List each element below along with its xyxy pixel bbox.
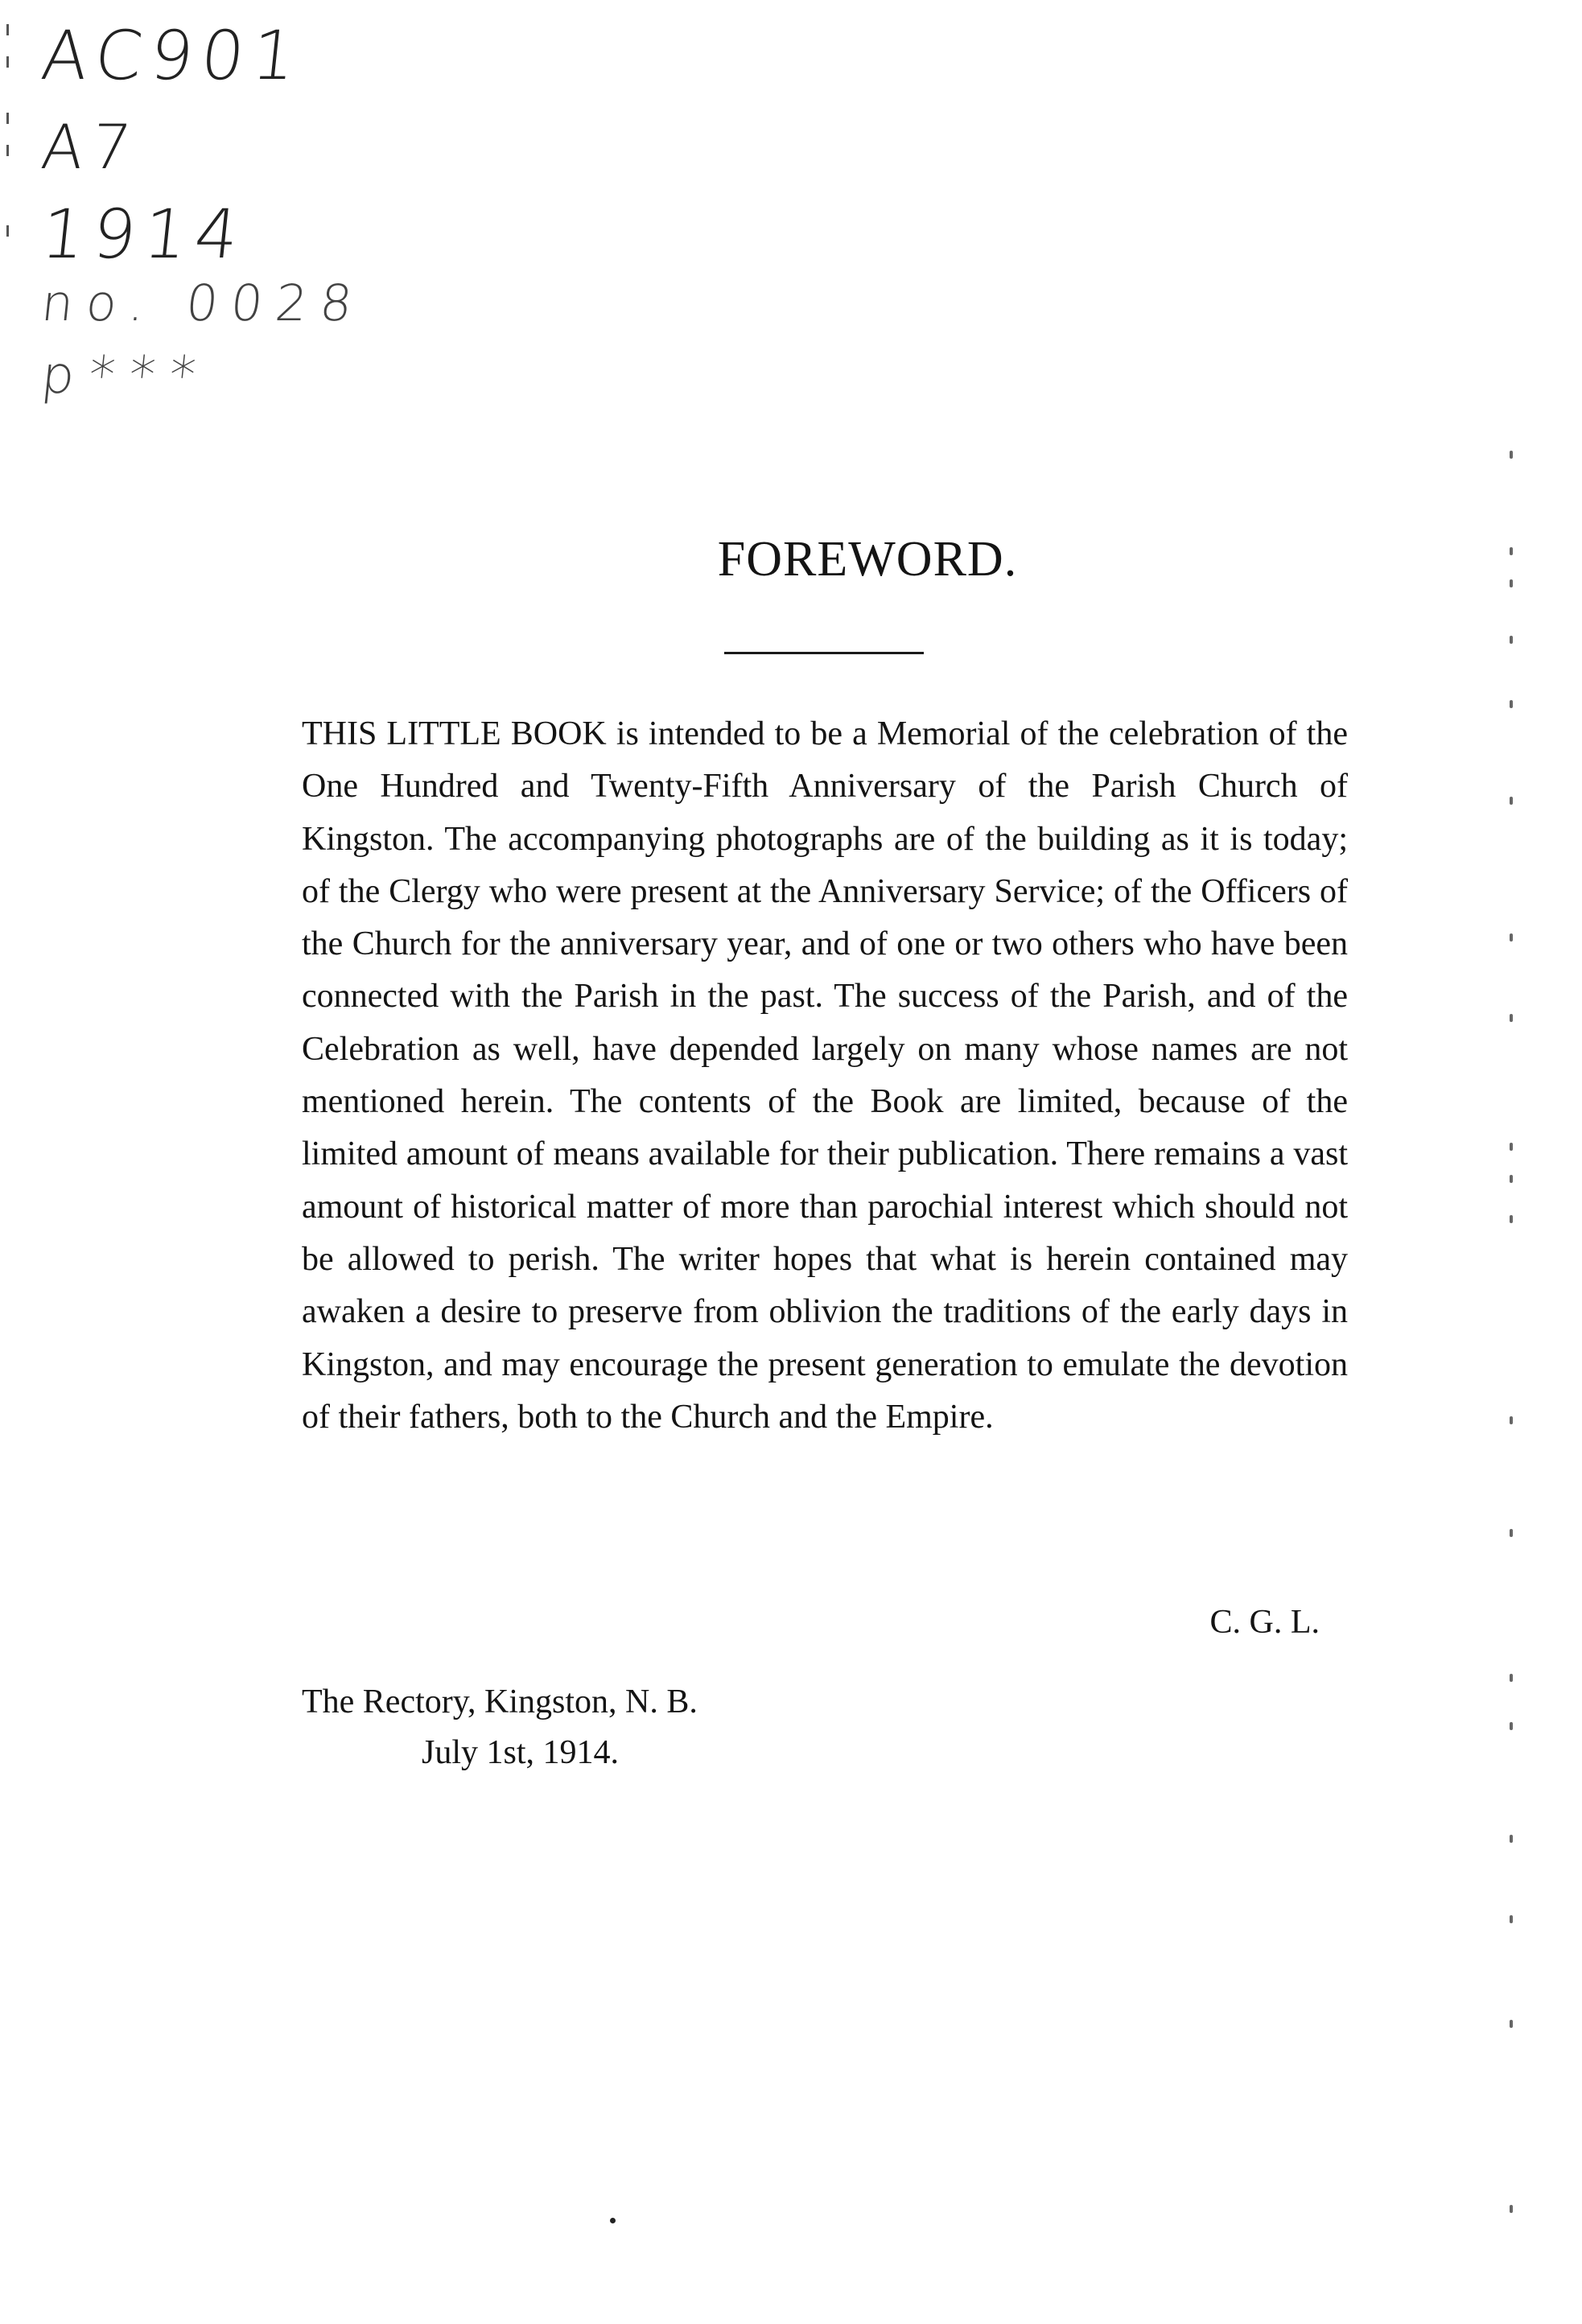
title-divider <box>724 652 924 654</box>
call-number-line: 1914 <box>37 195 250 274</box>
page-title: FOREWORD. <box>717 532 1018 587</box>
call-number-line: no. 0028 <box>39 274 369 332</box>
scan-edge-marks-right <box>1510 451 1534 2221</box>
signature-address: The Rectory, Kingston, N. B. <box>302 1683 698 1720</box>
call-number-line: p*** <box>39 346 213 406</box>
call-number-line: A7 <box>38 111 143 183</box>
call-number-line: AC901 <box>37 16 308 95</box>
author-initials: C. G. L. <box>1209 1604 1320 1641</box>
page-mark <box>610 2218 616 2223</box>
handwritten-call-number <box>37 16 380 435</box>
foreword-body: THIS LITTLE BOOK is intended to be a Memorial of the celebration of the One Hundred and Twenty-Fifth Anniversary of the Parish Church of Kingston. The accompanying photographs are of the building as it is today; of the Clergy who were present at the Anniversary Service; of the Officers of the Church for the anniversary year, and of one or two others who have been connected with the Parish in the past. The success of the Parish, and of the Celebration as well, have depended largely on many whose names are not mentioned herein. The contents of the Book are limited, because of the limited amount of means available for their publication. There remains a vast amount of historical matter of more than parochial interest which should not be allowed to perish. The writer hopes that what is herein contained may awaken a desire to preserve from oblivion the traditions of the early days in Kingston, and may encourage the present generation to emulate the devotion of their fathers, both to the Church and the Empire. <box>302 715 1348 1436</box>
signature-date: July 1st, 1914. <box>422 1734 620 1771</box>
scan-edge-marks-left <box>6 24 14 266</box>
